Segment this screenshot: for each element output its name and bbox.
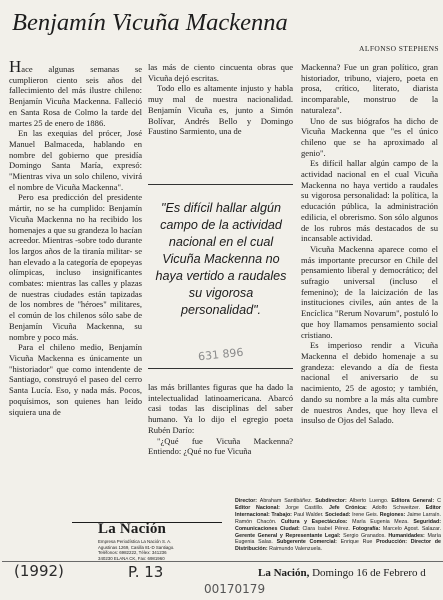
staff-name: Enrique Rue [340, 539, 373, 546]
handwritten-year: (1992) [14, 562, 64, 580]
staff-name: Clara Isabel Pérez. [302, 525, 350, 532]
article-paragraph: las más de ciento cincuenta obras que Vicuña dejó escritas. [148, 62, 293, 83]
drop-cap: H [9, 57, 22, 76]
article-paragraph: Mackenna? Fue un gran político, gran historiador, tribuno, viajero, poeta en prosa, crítico, literato, diarista incomparable, monstruo de la naturaleza". [301, 62, 438, 115]
article-title: Benjamín Vicuña Mackenna [12, 9, 288, 36]
article-paragraph: Vicuña Mackenna aparece como el más importante precursor en Chile del pensamiento liberal y democrático; del sufragio universal (incluso el femenino); de la laicización de las instituciones civiles, aún antes de la Encíclica "Rerum Novarum", postuló lo que hoy llamamos pensamiento social cristiano. [301, 243, 438, 340]
staff-role: Cultura y Espectáculos: [280, 518, 348, 525]
staff-name: Paul Walder. [293, 511, 324, 518]
handwritten-code: 00170179 [204, 582, 266, 596]
staff-name: Adolfo Schweitzer. [372, 504, 420, 511]
footer-source [258, 567, 426, 579]
article-paragraph: Uno de sus biógrafos ha dicho de Vicuña Mackenna que "es el único chileno que se ha aproximado al genio". [301, 115, 438, 158]
article-column-3 [301, 62, 438, 426]
staff-box [235, 498, 441, 553]
staff-role: Subdirector: [315, 498, 347, 504]
la-nacion-logo: La Nación [98, 521, 167, 537]
handwritten-page: P. 13 [128, 563, 164, 581]
article-paragraph: "¿Qué fue Vicuña Mackenna? Entiendo: ¿Qué no fue Vicuña [148, 435, 293, 457]
staff-name: María Eugenia Salas. [235, 532, 441, 546]
staff-role: Editor Nacional: [235, 504, 280, 511]
staff-name: Ramón Chacón. [235, 518, 277, 525]
staff-role: Subgerente Comercial: [276, 539, 337, 546]
publisher-line: Teléfonos: 6982222, Télex: 341236 [98, 550, 167, 556]
article-paragraph: Todo ello es altamente injusto y habla muy mal de nuestra nacionalidad. Benjamín Vicuña es, junto a Simón Bolívar, Andrés Bello y Domingo Faustino Sarmiento, una de [148, 83, 293, 137]
pullquote: "Es difícil hallar algún campo de la actividad nacional en el cual Vicuña Mackenna no haya vertido a raudales su vigorosa personalidad". [155, 201, 287, 317]
staff-role: Editor Internacional: [235, 504, 441, 518]
article-paragraph: Para el chileno medio, Benjamín Vicuña Mackenna es únicamente un "historiador" que como intendente de Santiago, construyó el paseo del cerro Santa Lucía. Eso, y nada más. Pocos, poquísimos, son quienes han leído siquiera una de [9, 342, 142, 417]
article-column-2-top [148, 62, 293, 137]
staff-role: Seguridad: [413, 518, 441, 525]
staff-role: Comunicaciones Ciudad: [235, 525, 300, 532]
staff-role: Humanidades: [388, 532, 425, 539]
article-paragraph: Hace algunas semanas se cumplieron ciento seis años del fallecimiento del más ilustre chileno: Benjamín Vicuña Mackenna. Falleció en Santa Rosa de Colmo la tarde del martes 25 de enero de 1886. [9, 57, 142, 128]
staff-name: Abraham Santibáñez. [259, 498, 313, 504]
staff-name: C [437, 498, 441, 504]
footer-rule [2, 561, 443, 562]
staff-name: Jaime Larraín. [406, 511, 441, 518]
article-paragraph: las más brillantes figuras que ha dado la intelectualidad latinoamericana. Abarcó casi todas las disciplinas del saber humano. Ya lo dijo el egregio poeta Rubén Darío: [148, 382, 293, 435]
staff-name: Alberto Luengo. [349, 498, 389, 504]
staff-name: Sergio Granados. [343, 532, 386, 539]
staff-role: Jefe Crónica: [329, 504, 367, 511]
staff-name: Irene Geis. [352, 511, 379, 518]
staff-name: Jorge Castillo. [285, 504, 324, 511]
staff-name: Raimundo Valenzuela. [269, 546, 323, 553]
pullquote-bottom-rule [148, 368, 293, 369]
staff-role: Trabajo: [271, 511, 292, 518]
staff-role: Editora General: [391, 498, 435, 504]
staff-name: María Eugenia Meza. [352, 518, 409, 525]
staff-role: Regiones: [379, 511, 406, 518]
publisher-line: Empresa Periodística La Nación S. A. [98, 539, 172, 544]
publisher-info [98, 539, 208, 561]
staff-role: Director: [235, 498, 258, 504]
handwritten-catalog-number: 631 896 [197, 345, 245, 364]
staff-role: Director de Distribución: [235, 539, 441, 553]
article-paragraph: Es imperioso rendir a Vicuña Mackenna el debido homenaje a su grandeza: elevando a día de fiesta nacional el aniversario de su nacimiento, 25 de agosto; y también, dando su nombre a la más alta cumbre de nuestros Andes, que hoy lleva el insulso de Ojos del Salado. [301, 340, 438, 426]
article-author: ALFONSO STEPHENS [359, 44, 439, 53]
article-paragraph: Es difícil hallar algún campo de la actividad nacional en el cual Vicuña Mackenna no haya vertido a raudales su vigorosa personalidad: la política, la educación pública, la administración edilicia, el obrerismo. Son sólo algunos de los rubros más destacados de su incansable actividad. [301, 158, 438, 244]
article-paragraph: En las exequias del prócer, José Manuel Balmaceda, hablando en nombre del gobierno que presidía Domingo Santa María, expresó: "Mientras viva un solo chileno, vivirá el nombre de Vicuña Mackenna". [9, 128, 142, 192]
article-paragraph: Pero esa predicción del presidente mártir, no se ha cumplido: Benjamín Vicuña Mackenna no ha recibido los homenajes a que su grandeza lo hacían acreedor. Mientras -sobre todo durante los largos años de la tiranía militar- se han elevado a la categoría de epopeyas olímpicas, incluso insignificantes combates: mientras las calles y plazas de nuestras ciudades están tapizadas de los nombres de "héroes" militares, el común de los chilenos sólo sabe de Benjamín Vicuña Mackenna, su nombre y poco más. [9, 192, 142, 342]
staff-role: Gerente General y Representante Legal: [235, 532, 341, 539]
publisher-line: 340230 ELANA CK, Fax: 6981960 [98, 555, 165, 561]
article-column-2-bottom [148, 382, 293, 457]
footer-date: Domingo 16 de Febrero d [312, 567, 426, 579]
footer-newspaper: La Nación, [258, 567, 310, 579]
staff-name: Salazar. [421, 525, 441, 532]
pullquote-top-rule [148, 184, 293, 185]
staff-role: Sociedad: [325, 511, 351, 518]
staff-name: Marcelo Agost. [382, 525, 420, 532]
staff-role: Fotografía: [352, 525, 381, 532]
article-column-1 [9, 57, 142, 417]
staff-role: Producción: [376, 539, 407, 546]
publisher-line: Agustinas 1269, Casilla 81-D Santiago. [98, 544, 175, 550]
